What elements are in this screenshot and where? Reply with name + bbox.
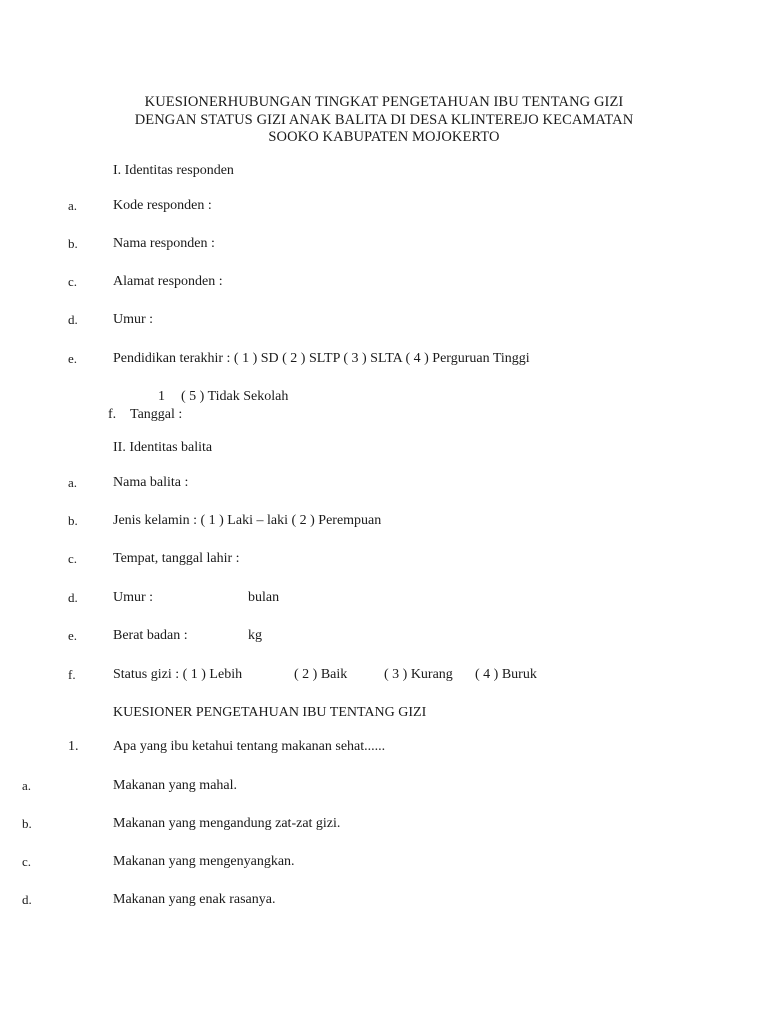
- sub-number: 1: [158, 389, 165, 404]
- option-marker: a.: [22, 778, 32, 793]
- field-kode-responden: Kode responden :: [113, 198, 212, 213]
- list-marker: d.: [68, 312, 78, 327]
- field-alamat-responden: Alamat responden :: [113, 274, 223, 289]
- list-marker: d.: [68, 590, 78, 605]
- list-marker: b.: [68, 236, 78, 251]
- option-kurang: ( 3 ) Kurang: [384, 667, 453, 682]
- option-buruk: ( 4 ) Buruk: [475, 667, 537, 682]
- section-1-heading: I. Identitas responden: [113, 163, 234, 178]
- field-status-gizi: Status gizi : ( 1 ) Lebih: [113, 667, 243, 682]
- unit-kg: kg: [248, 628, 262, 643]
- answer-option-b: Makanan yang mengandung zat-zat gizi.: [113, 816, 341, 831]
- document-title: [0, 94, 768, 147]
- list-marker: f.: [108, 407, 117, 422]
- list-marker: b.: [68, 513, 78, 528]
- question-text: Apa yang ibu ketahui tentang makanan sehat......: [113, 739, 386, 754]
- title-line-3: SOOKO KABUPATEN MOJOKERTO: [268, 129, 500, 145]
- answer-option-d: Makanan yang enak rasanya.: [113, 892, 276, 907]
- question-number: 1.: [68, 739, 79, 754]
- list-marker: e.: [68, 351, 78, 366]
- field-nama-responden: Nama responden :: [113, 236, 215, 251]
- title-line-2: DENGAN STATUS GIZI ANAK BALITA DI DESA KLINTEREJO KECAMATAN: [134, 111, 634, 128]
- title-line-1: KUESIONERHUBUNGAN TINGKAT PENGETAHUAN IBU TENTANG GIZI: [144, 94, 624, 110]
- section-3-heading: KUESIONER PENGETAHUAN IBU TENTANG GIZI: [113, 705, 427, 720]
- section-2-heading: II. Identitas balita: [113, 440, 213, 455]
- list-marker: a.: [68, 475, 78, 490]
- option-marker: c.: [22, 854, 32, 869]
- option-baik: ( 2 ) Baik: [294, 667, 348, 682]
- list-marker: c.: [68, 551, 78, 566]
- field-berat-badan: Berat badan :: [113, 628, 188, 643]
- field-pendidikan-terakhir: Pendidikan terakhir : ( 1 ) SD ( 2 ) SLTP ( 3 ) SLTA ( 4 ) Perguruan Tinggi: [113, 351, 530, 366]
- unit-bulan: bulan: [248, 590, 280, 605]
- answer-option-c: Makanan yang mengenyangkan.: [113, 854, 295, 869]
- field-tempat-tanggal-lahir: Tempat, tanggal lahir :: [113, 551, 240, 566]
- field-umur-responden: Umur :: [113, 312, 154, 327]
- list-marker: f.: [68, 667, 76, 682]
- list-marker: e.: [68, 628, 78, 643]
- field-umur-balita: Umur :: [113, 590, 154, 605]
- answer-option-a: Makanan yang mahal.: [113, 778, 238, 793]
- list-marker: c.: [68, 274, 78, 289]
- option-marker: d.: [22, 892, 32, 907]
- field-tanggal: Tanggal :: [130, 407, 183, 422]
- list-marker: a.: [68, 198, 78, 213]
- option-tidak-sekolah: ( 5 ) Tidak Sekolah: [181, 389, 289, 404]
- option-marker: b.: [22, 816, 32, 831]
- field-nama-balita: Nama balita :: [113, 475, 189, 490]
- field-jenis-kelamin: Jenis kelamin : ( 1 ) Laki – laki ( 2 ) Perempuan: [113, 513, 382, 528]
